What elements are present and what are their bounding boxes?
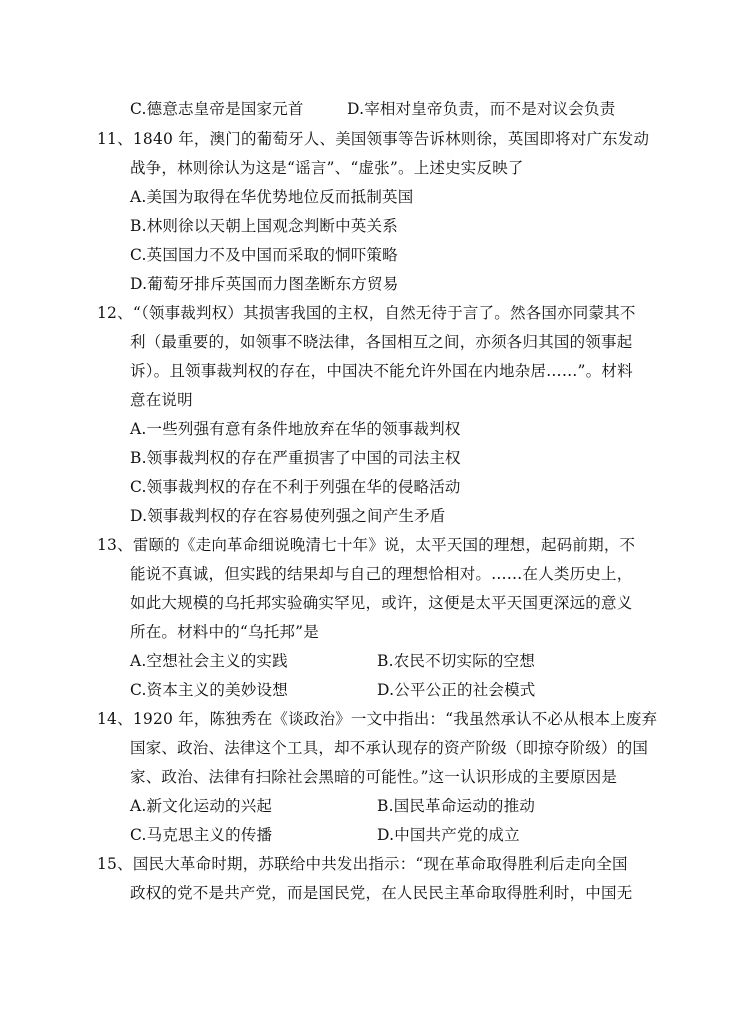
question-11-line-2: 战争，林则徐认为这是“谣言”、“虚张”。上述史实反映了 xyxy=(130,159,524,177)
question-12-line-1 xyxy=(97,303,636,323)
question-number: 14、 xyxy=(97,710,133,728)
question-13-option-b: B.农民不切实际的空想 xyxy=(377,652,536,670)
question-13-option-d: D.公平公正的社会模式 xyxy=(377,681,536,699)
question-13-line-4: 所在。材料中的“乌托邦”是 xyxy=(130,623,319,641)
question-11-line-1 xyxy=(97,129,649,149)
question-12-option-d: D.领事裁判权的存在容易使列强之间产生矛盾 xyxy=(130,507,446,525)
question-stem: “（领事裁判权）其损害我国的主权，自然无待于言了。然各国亦同蒙其不 xyxy=(132,304,636,322)
question-14-option-d: D.中国共产党的成立 xyxy=(377,826,520,844)
question-12-option-c: C.领事裁判权的存在不利于列强在华的侵略活动 xyxy=(130,478,461,496)
question-number: 11、 xyxy=(97,130,133,148)
question-11-option-c: C.英国国力不及中国而采取的恫吓策略 xyxy=(130,246,398,264)
question-12-line-3: 诉）。且领事裁判权的存在，中国决不能允许外国在内地杂居……”。材料 xyxy=(130,362,633,380)
question-13-line-1 xyxy=(97,535,635,555)
question-stem: 雷颐的《走向革命细说晚清七十年》说，太平天国的理想，起码前期，不 xyxy=(132,536,636,554)
question-number: 15、 xyxy=(97,855,133,873)
question-12-option-b: B.领事裁判权的存在严重损害了中国的司法主权 xyxy=(130,449,461,467)
question-stem: 国民大革命时期，苏联给中共发出指示：“现在革命取得胜利后走向全国 xyxy=(132,855,628,873)
question-12-line-2: 利（最重要的，如领事不晓法律，各国相互之间，亦须各归其国的领事起 xyxy=(130,333,633,351)
question-11-option-d: D.葡萄牙排斥英国而力图垄断东方贸易 xyxy=(130,275,399,293)
prev-option-d: D.宰相对皇帝负责，而不是对议会负责 xyxy=(347,100,616,118)
question-stem: 1840 年，澳门的葡萄牙人、美国领事等告诉林则徐，英国即将对广东发动 xyxy=(132,130,650,148)
question-13-line-3: 如此大规模的乌托邦实验确实罕见，或许，这便是太平天国更深远的意义 xyxy=(130,594,633,612)
question-14-option-b: B.国民革命运动的推动 xyxy=(377,797,536,815)
question-12-line-4: 意在说明 xyxy=(130,391,193,409)
question-number: 12、 xyxy=(97,304,133,322)
question-12-option-a: A.一些列强有意有条件地放弃在华的领事裁判权 xyxy=(130,420,461,438)
question-14-option-c: C.马克思主义的传播 xyxy=(130,826,273,844)
prev-option-c: C.德意志皇帝是国家元首 xyxy=(130,100,304,118)
question-15-line-1 xyxy=(97,854,628,874)
question-14-line-1 xyxy=(97,709,657,729)
question-14-option-a: A.新文化运动的兴起 xyxy=(130,797,273,815)
question-14-line-2: 国家、政治、法律这个工具，却不承认现存的资产阶级（即掠夺阶级）的国 xyxy=(130,739,649,757)
question-stem: 1920 年，陈独秀在《谈政治》一文中指出：“我虽然承认不必从根本上废弃 xyxy=(132,710,658,728)
question-15-line-2: 政权的党不是共产党，而是国民党，在人民民主革命取得胜利时，中国无 xyxy=(130,884,633,902)
question-11-option-a: A.美国为取得在华优势地位反而抵制英国 xyxy=(130,188,414,206)
question-13-option-c: C.资本主义的美妙设想 xyxy=(130,681,288,699)
question-13-option-a: A.空想社会主义的实践 xyxy=(130,652,288,670)
question-number: 13、 xyxy=(97,536,133,554)
question-14-line-3: 家、政治、法律有扫除社会黑暗的可能性。”这一认识形成的主要原因是 xyxy=(130,768,618,786)
question-13-line-2: 能说不真诚，但实践的结果却与自己的理想恰相对。……在人类历史上， xyxy=(130,565,633,583)
question-11-option-b: B.林则徐以天朝上国观念判断中英关系 xyxy=(130,217,398,235)
